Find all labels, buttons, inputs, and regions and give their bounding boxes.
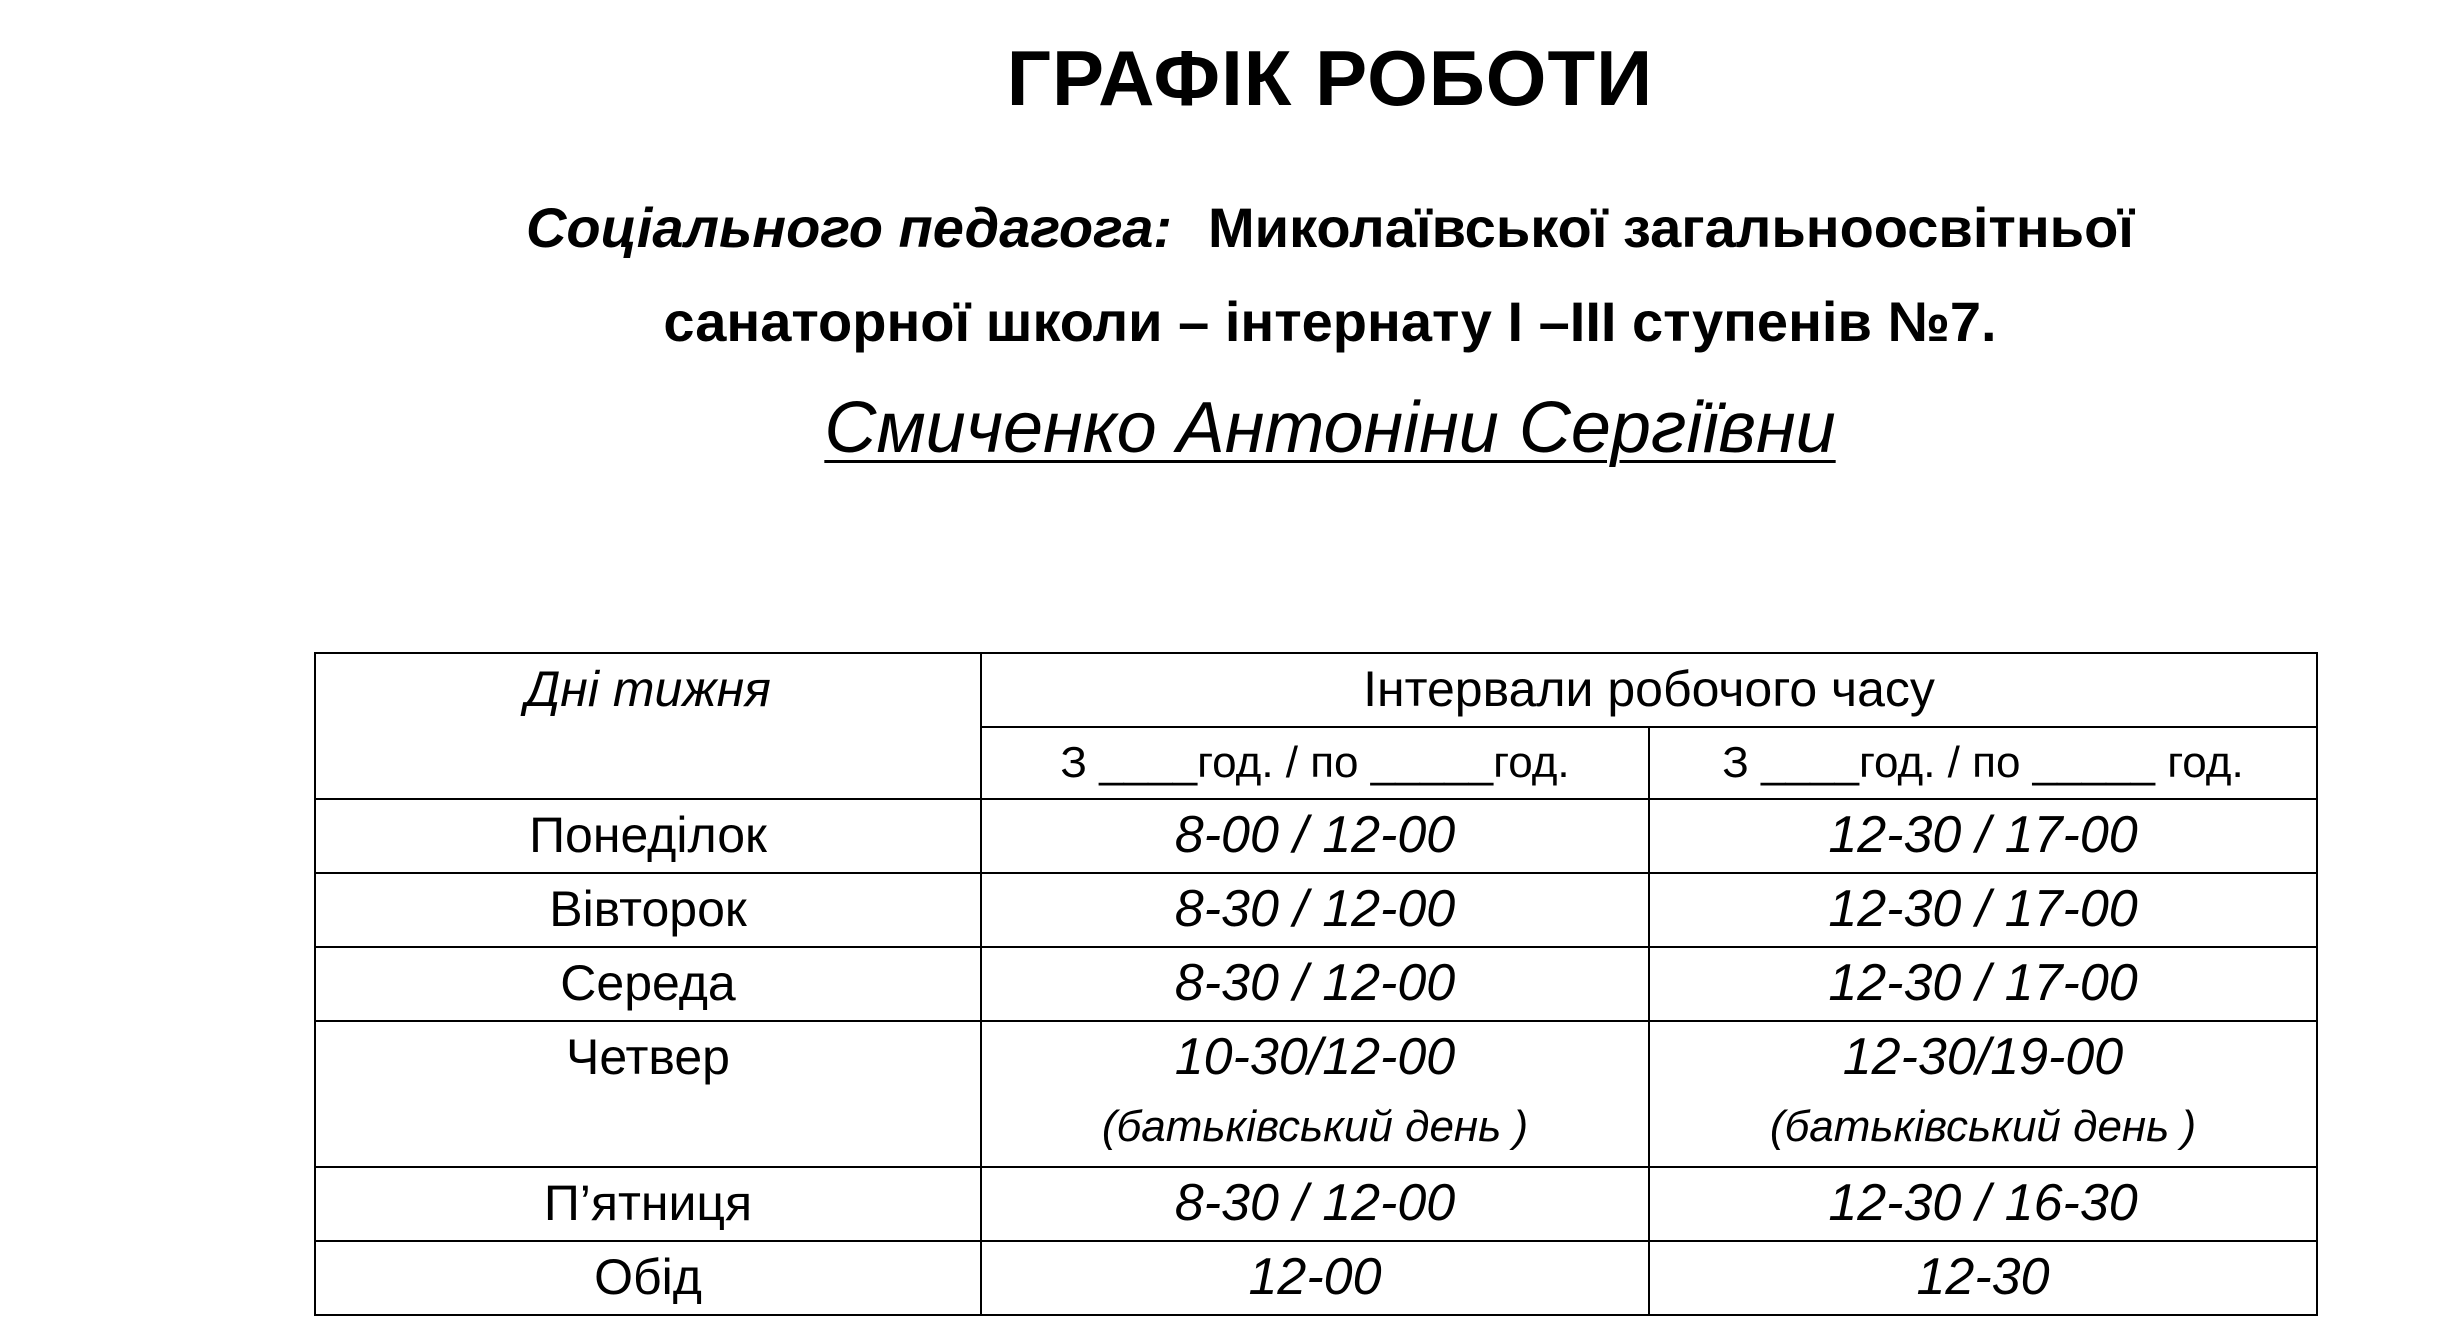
header-work-intervals: Інтервали робочого часу xyxy=(981,653,2317,727)
row-day: Середа xyxy=(315,947,981,1021)
subtitle-line-1 xyxy=(0,188,2463,268)
row-day: П’ятниця xyxy=(315,1167,981,1241)
row-afternoon-interval: 12-30/19-00 xyxy=(1842,1028,2124,1086)
table-row xyxy=(315,1021,2317,1167)
row-afternoon-interval: 12-30 / 17-00 xyxy=(1649,873,2317,947)
row-afternoon-note: (батьківський день ) xyxy=(1769,1102,2197,1151)
subheader-interval-1: З ____год. / по _____год. xyxy=(981,727,1649,799)
row-morning-interval: 8-30 / 12-00 xyxy=(981,873,1649,947)
row-morning-interval: 10-30/12-00 xyxy=(1174,1028,1456,1086)
row-afternoon-interval: 12-30 / 16-30 xyxy=(1649,1167,2317,1241)
row-morning-interval: 8-30 / 12-00 xyxy=(981,947,1649,1021)
table-row xyxy=(315,799,2317,873)
subtitle-line-2: санаторної школи – інтернату І –ІІІ ступенів №7. xyxy=(663,290,1997,353)
row-morning-note: (батьківський день ) xyxy=(1101,1102,1529,1151)
row-morning-interval: 8-30 / 12-00 xyxy=(981,1167,1649,1241)
row-morning-interval: 8-00 / 12-00 xyxy=(981,799,1649,873)
table-row xyxy=(315,1241,2317,1315)
row-day: Вівторок xyxy=(315,873,981,947)
row-day: Понеділок xyxy=(315,799,981,873)
table-row xyxy=(315,1167,2317,1241)
person-name-block xyxy=(0,378,2463,478)
subtitle-role: Соціального педагога: xyxy=(525,196,1172,259)
row-morning-interval: 12-00 xyxy=(981,1241,1649,1315)
table-row xyxy=(315,873,2317,947)
person-name: Смиченко Антоніни Сергіївни xyxy=(824,388,1836,468)
row-afternoon-cell xyxy=(1649,1021,2317,1167)
row-day: Четвер xyxy=(315,1021,981,1167)
table-row xyxy=(315,947,2317,1021)
subheader-interval-2: З ____год. / по _____ год. xyxy=(1649,727,2317,799)
row-afternoon-interval: 12-30 / 17-00 xyxy=(1649,947,2317,1021)
schedule-table xyxy=(314,652,2318,1316)
row-afternoon-interval: 12-30 xyxy=(1649,1241,2317,1315)
table-header-row xyxy=(315,653,2317,727)
subtitle-school-line-1: Миколаївської загальноосвітньої xyxy=(1208,196,2135,259)
header-days-of-week: Дні тижня xyxy=(315,653,981,799)
row-afternoon-interval: 12-30 / 17-00 xyxy=(1649,799,2317,873)
row-morning-cell xyxy=(981,1021,1649,1167)
row-day: Обід xyxy=(315,1241,981,1315)
document-title: ГРАФІК РОБОТИ xyxy=(1006,34,1654,122)
